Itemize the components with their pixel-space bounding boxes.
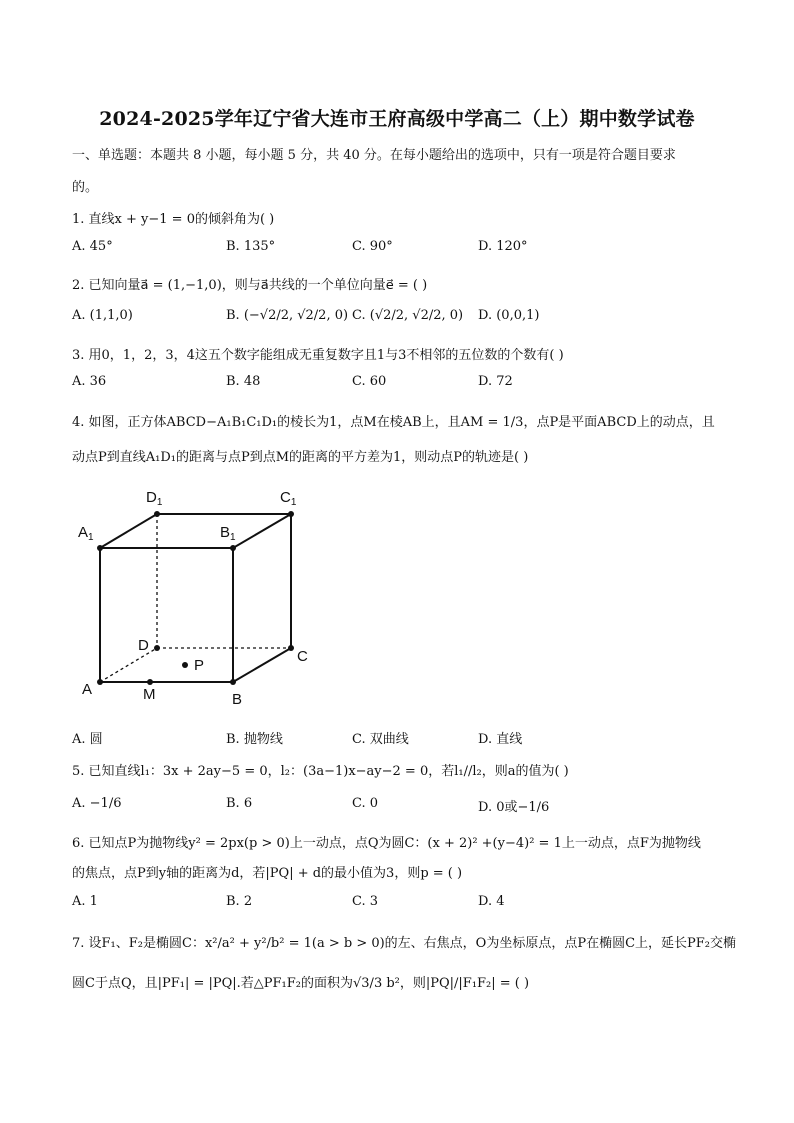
vertex-d1: [154, 511, 160, 517]
q6-option-c[interactable]: C. 3: [352, 894, 379, 909]
vertex-c1: [288, 511, 294, 517]
label-p: P: [194, 657, 205, 674]
edge-bc: [233, 648, 291, 682]
q1-option-c[interactable]: C. 90°: [352, 239, 393, 254]
question-4-line1: 4. 如图，正方体ABCD−A₁B₁C₁D₁的棱长为1，点M在棱AB上，且AM = 1/3，点P是平面ABCD上的动点，且: [72, 415, 715, 430]
q4-option-a[interactable]: A. 圆: [72, 732, 103, 747]
label-a: A: [82, 681, 93, 698]
q6-option-d[interactable]: D. 4: [478, 894, 505, 909]
section-heading-line1: 一、单选题：本题共 8 小题，每小题 5 分，共 40 分。在每小题给出的选项中，只有一项是符合题目要求: [72, 148, 676, 163]
question-6-line2: 的焦点，点P到y轴的距离为d，若|PQ| + d的最小值为3，则p = ( ): [72, 866, 463, 881]
question-6-line1: 6. 已知点P为抛物线y² = 2px(p > 0)上一动点，点Q为圆C：(x + 2)² +(y−4)² = 1上一动点，点F为抛物线: [72, 836, 701, 851]
question-7-line2: 圆C于点Q，且|PF₁| = |PQ|.若△PF₁F₂的面积为√3/3 b²，则|PQ|/|F₁F₂| = ( ): [72, 976, 530, 991]
q4-option-c[interactable]: C. 双曲线: [352, 732, 409, 747]
cube-diagram: [72, 478, 332, 714]
q1-option-d[interactable]: D. 120°: [478, 239, 528, 254]
label-m: M: [143, 686, 156, 703]
section-heading-line2: 的。: [72, 180, 99, 195]
vertex-b: [230, 679, 236, 685]
point-m: [147, 679, 153, 685]
exam-title: 2024-2025学年辽宁省大连市王府高级中学高二（上）期中数学试卷: [99, 108, 695, 130]
label-d1: $D_1$: [146, 489, 163, 508]
vertex-c: [288, 645, 294, 651]
q6-option-a[interactable]: A. 1: [72, 894, 98, 909]
q2-option-b[interactable]: B. (−√2/2, √2/2, 0): [226, 308, 349, 323]
edge-a1d1: [100, 514, 157, 548]
label-d: D: [138, 637, 149, 654]
q1-option-b[interactable]: B. 135°: [226, 239, 276, 254]
q1-option-a[interactable]: A. 45°: [72, 239, 113, 254]
q5-option-a[interactable]: A. −1/6: [72, 796, 122, 811]
q3-option-c[interactable]: C. 60: [352, 374, 387, 389]
vertex-a: [97, 679, 103, 685]
label-c1: $C_1$: [280, 489, 297, 508]
q3-option-d[interactable]: D. 72: [478, 374, 513, 389]
question-4-line2: 动点P到直线A₁D₁的距离与点P到点M的距离的平方差为1，则动点P的轨迹是( ): [72, 450, 529, 465]
label-c: C: [297, 648, 308, 665]
q5-option-d[interactable]: D. 0或−1/6: [478, 800, 550, 815]
label-b1: $B_1$: [220, 524, 236, 543]
q4-option-b[interactable]: B. 抛物线: [226, 732, 283, 747]
question-5-text: 5. 已知直线l₁：3x + 2ay−5 = 0，l₂：(3a−1)x−ay−2 = 0，若l₁//l₂，则a的值为( ): [72, 764, 569, 779]
q3-option-a[interactable]: A. 36: [72, 374, 107, 389]
question-3-text: 3. 用0，1，2，3，4这五个数字能组成无重复数字且1与3不相邻的五位数的个数有( ): [72, 348, 564, 363]
q4-option-d[interactable]: D. 直线: [478, 732, 523, 747]
vertex-b1: [230, 545, 236, 551]
question-7-line1: 7. 设F₁、F₂是椭圆C：x²/a² + y²/b² = 1(a > b > 0)的左、右焦点，O为坐标原点，点P在椭圆C上，延长PF₂交椭: [72, 936, 737, 951]
q2-option-d[interactable]: D. (0,0,1): [478, 308, 540, 323]
q2-option-c[interactable]: C. (√2/2, √2/2, 0): [352, 308, 464, 323]
point-p: [182, 662, 188, 668]
label-a1: $A_1$: [78, 524, 94, 543]
label-b: B: [232, 691, 243, 708]
edge-b1c1: [233, 514, 291, 548]
cube-figure: [72, 478, 332, 718]
question-2-text: 2. 已知向量a⃗ = (1,−1,0)，则与a⃗共线的一个单位向量e⃗ = ( ): [72, 278, 428, 293]
q5-option-c[interactable]: C. 0: [352, 796, 379, 811]
q2-option-a[interactable]: A. (1,1,0): [72, 308, 133, 323]
question-1-text: 1. 直线x + y−1 = 0的倾斜角为( ): [72, 212, 275, 227]
q5-option-b[interactable]: B. 6: [226, 796, 253, 811]
vertex-a1: [97, 545, 103, 551]
q6-option-b[interactable]: B. 2: [226, 894, 253, 909]
q3-option-b[interactable]: B. 48: [226, 374, 261, 389]
vertex-d: [154, 645, 160, 651]
